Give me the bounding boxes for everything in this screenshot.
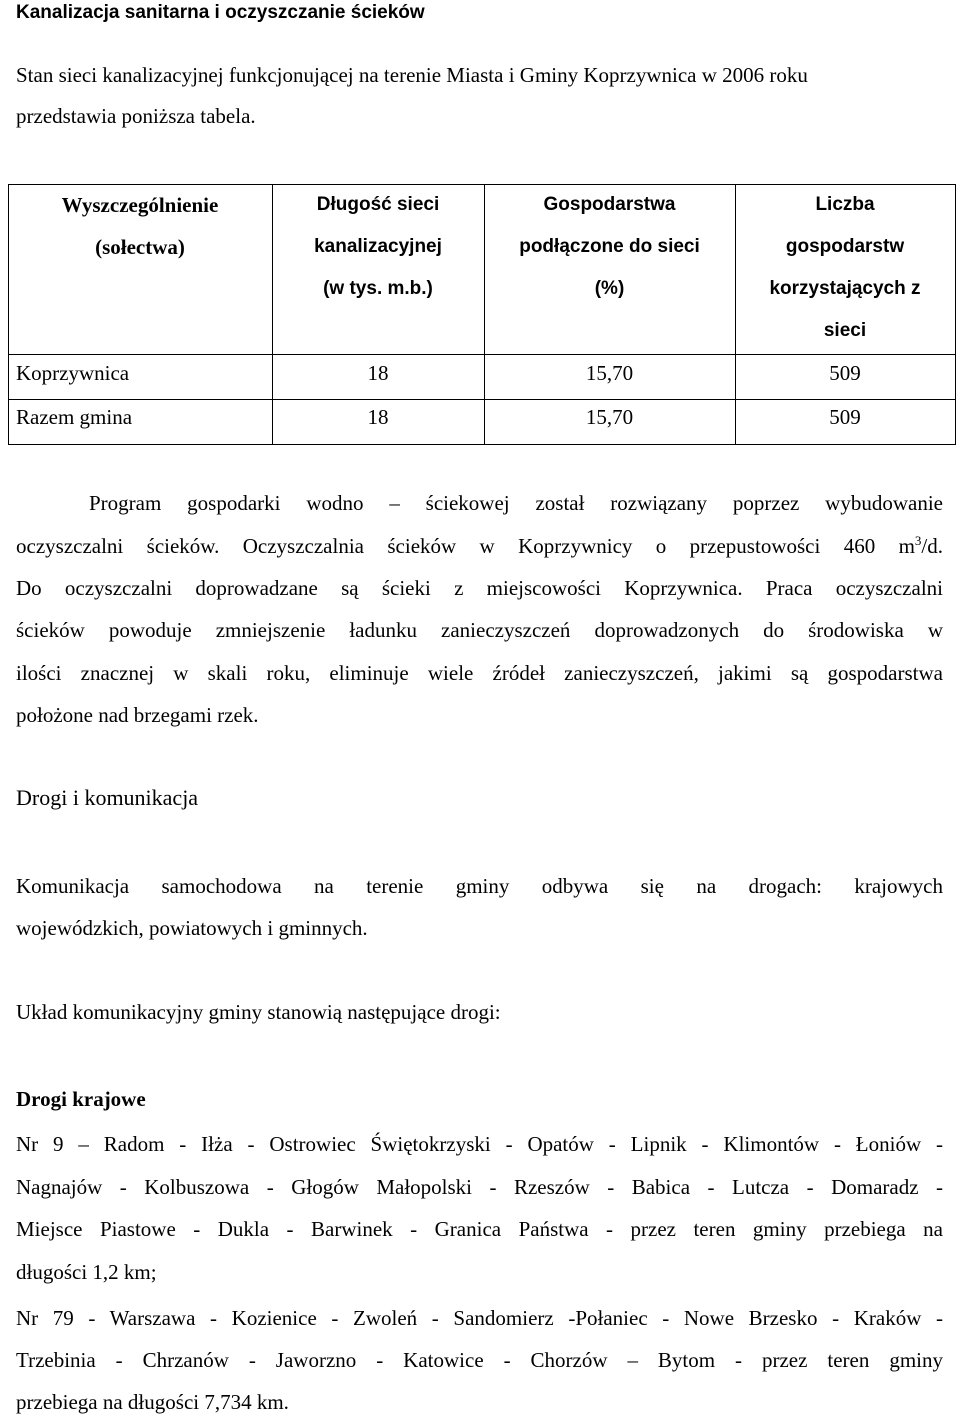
nr9-line-2: Nagnajów - Kolbuszowa - Głogów Małopolski - Rzeszów - Babica - Lutcza - Domaradz - bbox=[16, 1175, 943, 1199]
table-row-1-length: 18 bbox=[367, 361, 389, 385]
program-line-1: Program gospodarki wodno – ściekowej został rozwiązany poprzez wybudowanie bbox=[89, 491, 943, 515]
nr9-line-1: Nr 9 – Radom - Iłża - Ostrowiec Świętokrzyski - Opatów - Lipnik - Klimontów - Łoniów - bbox=[16, 1132, 943, 1156]
national-roads-subheading: Drogi krajowe bbox=[16, 1087, 146, 1111]
header-col4-line3: korzystających z bbox=[769, 278, 921, 299]
header-col4-line4: sieci bbox=[823, 320, 867, 341]
table-row-2-percent: 15,70 bbox=[585, 405, 634, 429]
table-row-2-name: Razem gmina bbox=[16, 405, 133, 429]
header-col1-line1: Wyszczególnienie bbox=[61, 193, 219, 217]
intro-line-1: Stan sieci kanalizacyjnej funkcjonującej na terenie Miasta i Gminy Koprzywnica w 2006 roku bbox=[16, 63, 808, 87]
table-row-1-percent: 15,70 bbox=[585, 361, 634, 385]
nr79-line-2: Trzebinia - Chrzanów - Jaworzno - Katowice - Chorzów – Bytom - przez teren gminy bbox=[16, 1348, 943, 1372]
table-row-1-name: Koprzywnica bbox=[16, 361, 130, 385]
nr79-line-1: Nr 79 - Warszawa - Kozienice - Zwoleń - Sandomierz -Połaniec - Nowe Brzesko - Kraków - bbox=[16, 1306, 943, 1330]
header-col2-line1: Długość sieci bbox=[316, 194, 440, 215]
program-line-6: położone nad brzegami rzek. bbox=[16, 703, 259, 727]
roads-system-intro: Układ komunikacyjny gminy stanowią następujące drogi: bbox=[16, 1000, 501, 1024]
header-col4-line2: gospodarstw bbox=[785, 236, 905, 257]
program-line-4: ścieków powoduje zmniejszenie ładunku zanieczyszczeń doprowadzonych do środowiska w bbox=[16, 618, 943, 642]
program-line-3: Do oczyszczalni doprowadzane są ścieki z miejscowości Koprzywnica. Praca oczyszczalni bbox=[16, 576, 943, 600]
header-col4-line1: Liczba bbox=[815, 194, 875, 215]
nr9-line-4: długości 1,2 km; bbox=[16, 1260, 157, 1284]
sewer-network-table bbox=[8, 184, 956, 445]
header-col2-line2: kanalizacyjnej bbox=[314, 236, 442, 257]
header-col2-line3: (w tys. m.b.) bbox=[323, 278, 433, 299]
nr79-line-3: przebiega na długości 7,734 km. bbox=[16, 1390, 289, 1414]
table-row-1-count: 509 bbox=[829, 361, 861, 385]
header-col3-line3: (%) bbox=[594, 278, 625, 299]
header-col3-line1: Gospodarstwa bbox=[543, 194, 676, 215]
header-col1-line2: (sołectwa) bbox=[95, 235, 185, 259]
nr9-line-3: Miejsce Piastowe - Dukla - Barwinek - Granica Państwa - przez teren gminy przebiega na bbox=[16, 1217, 943, 1241]
table-row-2-length: 18 bbox=[367, 405, 389, 429]
roads-heading: Drogi i komunikacja bbox=[16, 785, 199, 810]
section-heading: Kanalizacja sanitarna i oczyszczanie ścieków bbox=[16, 2, 425, 23]
intro-line-2: przedstawia poniższa tabela. bbox=[16, 104, 256, 128]
roads-para-line-2: wojewódzkich, powiatowych i gminnych. bbox=[16, 916, 368, 940]
roads-para-line-1: Komunikacja samochodowa na terenie gminy odbywa się na drogach: krajowych bbox=[16, 874, 943, 898]
program-line-5: ilości znacznej w skali roku, eliminuje wiele źródeł zanieczyszczeń, jakimi są gospodarstwa bbox=[16, 661, 943, 685]
header-col3-line2: podłączone do sieci bbox=[519, 236, 700, 257]
program-line-2: oczyszczalni ścieków. Oczyszczalnia ścieków w Koprzywnicy o przepustowości 460 $m^3/d$. bbox=[16, 533, 943, 558]
table-row-2-count: 509 bbox=[829, 405, 861, 429]
